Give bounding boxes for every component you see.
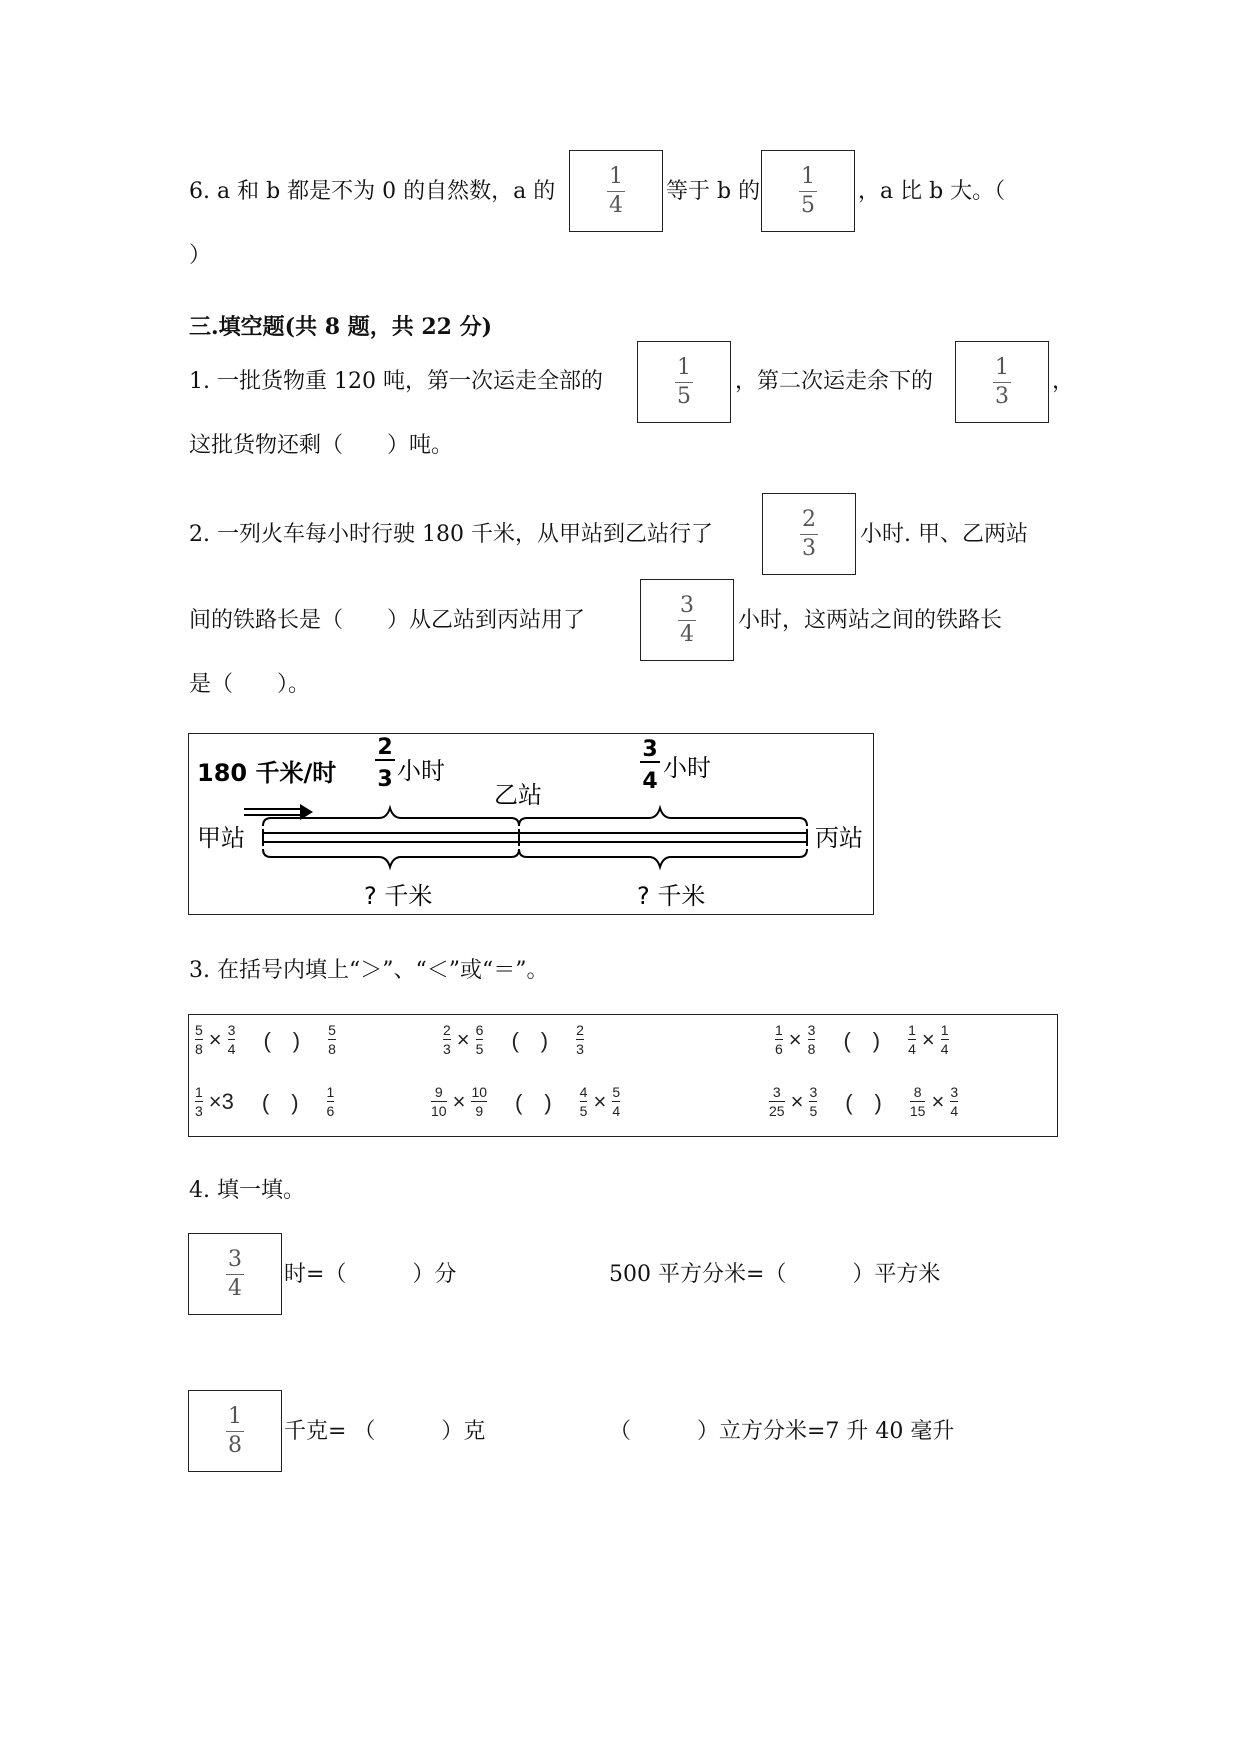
p1-text4: 这批货物还剩（ ）吨。 (189, 433, 454, 458)
frac-num: 3 (950, 1084, 959, 1100)
frac-num: 5 (612, 1084, 621, 1100)
p4-title: 4. 填一填。 (189, 1178, 305, 1203)
frac-num: 2 (576, 1022, 584, 1038)
diagram-speed: 180 千米/时 (197, 759, 337, 787)
frac-num: 5 (328, 1022, 336, 1038)
p2-text3: 间的铁路长是（ ）从乙站到丙站用了 (189, 608, 586, 633)
q6-text1: 6. a 和 b 都是不为 0 的自然数，a 的 (189, 179, 556, 204)
diagram-station-a: 甲站 (197, 824, 245, 852)
q6-frac2-num: 1 (801, 163, 815, 189)
frac-den: 3 (576, 1041, 584, 1057)
frac-num: 3 (807, 1022, 816, 1038)
operator: × (208, 1026, 222, 1052)
frac-num: 1 (326, 1084, 335, 1100)
operator: × (931, 1088, 945, 1114)
p2-frac2-den: 4 (680, 621, 694, 647)
frac-num: 1 (908, 1022, 916, 1038)
frac-num: 8 (913, 1084, 922, 1100)
frac-den: 8 (195, 1041, 203, 1057)
p4-fraction-box-c (188, 1390, 282, 1472)
p4-b-text: 500 平方分米=（ ）平方米 (609, 1262, 941, 1287)
diagram-t1-den: 3 (377, 767, 393, 792)
diagram-station-b: 乙站 (494, 781, 542, 809)
frac-den: 4 (940, 1041, 949, 1057)
frac-num: 2 (443, 1022, 451, 1038)
p2-text4: 小时，这两站之间的铁路长 (738, 608, 1003, 633)
p4-c-num: 1 (228, 1403, 242, 1429)
p2-line2b (738, 603, 1002, 634)
frac-den: 5 (579, 1103, 588, 1119)
q6-text4: ） (189, 243, 212, 268)
p4-c-den: 8 (228, 1432, 242, 1458)
answer-blank[interactable]: ( ) (263, 1028, 301, 1053)
frac-den: 4 (227, 1041, 236, 1057)
q6-line1c (858, 174, 1005, 205)
frac-den: 4 (612, 1103, 621, 1119)
answer-blank[interactable]: ( ) (843, 1028, 881, 1053)
p2-text2: 小时. 甲、乙两站 (860, 522, 1028, 547)
p4-a-den: 4 (228, 1275, 242, 1301)
answer-blank[interactable]: ( ) (261, 1090, 299, 1115)
q6-line1b (666, 174, 760, 205)
operator: × (456, 1026, 470, 1052)
frac-den: 3 (443, 1041, 451, 1057)
frac-num: 9 (434, 1084, 443, 1100)
cmp-item-5 (431, 1085, 620, 1118)
p3-text: 3. 在括号内填上“＞”、“＜”或“＝”。 (189, 958, 549, 983)
operator: × (452, 1088, 466, 1114)
diagram-t2-num: 3 (642, 737, 658, 762)
cmp-item-2 (443, 1023, 584, 1056)
answer-blank[interactable]: ( ) (511, 1028, 549, 1053)
p2-text5: 是（ ）。 (189, 672, 311, 697)
train-diagram-svg (189, 734, 875, 916)
diagram-dist2: ? 千米 (637, 882, 706, 910)
q6-line1 (189, 174, 555, 205)
track-line (263, 829, 807, 846)
p4-fraction-box-a (188, 1233, 282, 1315)
frac-den: 15 (909, 1103, 926, 1119)
answer-blank[interactable]: ( ) (515, 1090, 552, 1115)
frac-den: 9 (475, 1103, 484, 1119)
frac-num: 10 (471, 1084, 488, 1100)
p1-line1b (735, 364, 933, 395)
p1-frac2-den: 3 (995, 383, 1009, 409)
p2-text1: 2. 一列火车每小时行驶 180 千米，从甲站到乙站行了 (189, 522, 713, 547)
frac-num: 1 (195, 1084, 203, 1100)
operator: × (788, 1026, 802, 1052)
p2-line1b (860, 517, 1028, 548)
p1-text2: ，第二次运走余下的 (735, 369, 934, 394)
answer-blank[interactable]: ( ) (845, 1090, 882, 1115)
frac-den: 25 (769, 1103, 785, 1119)
frac-den: 5 (809, 1103, 818, 1119)
frac-num: 1 (775, 1022, 783, 1038)
frac-num: 4 (579, 1084, 588, 1100)
diagram-t2-unit: 小时 (663, 754, 711, 782)
p1-text1: 1. 一批货物重 120 吨，第一次运走全部的 (189, 369, 603, 394)
operator: ×3 (208, 1088, 234, 1114)
p1-line1c (1052, 364, 1074, 395)
p2-fraction-box-2 (640, 579, 734, 661)
frac-num: 5 (195, 1022, 203, 1038)
diagram-station-c: 丙站 (815, 824, 863, 852)
p1-frac2-num: 1 (995, 354, 1009, 380)
p1-line1 (189, 364, 603, 395)
frac-den: 6 (775, 1041, 783, 1057)
p4-c-text: 千克= （ ）克 (284, 1419, 486, 1444)
train-diagram (188, 733, 874, 915)
p4-d-text: （ ）立方分米=7 升 40 毫升 (609, 1419, 955, 1444)
section-title: 三.填空题(共 8 题，共 22 分) (189, 314, 493, 340)
q6-fraction-box-2 (761, 150, 855, 232)
p1-fraction-box-1 (637, 341, 731, 423)
q6-frac2-den: 5 (801, 192, 815, 218)
p1-frac1-num: 1 (677, 354, 691, 380)
brace-top-2 (519, 808, 807, 826)
p1-frac1-den: 5 (677, 383, 691, 409)
operator: × (790, 1088, 804, 1114)
q6-line2 (189, 238, 211, 269)
operator: × (593, 1088, 607, 1114)
p2-frac2-num: 3 (680, 592, 694, 618)
q6-frac1-den: 4 (609, 192, 623, 218)
q6-frac1-num: 1 (609, 163, 623, 189)
frac-den: 4 (950, 1103, 959, 1119)
q6-fraction-box-1 (569, 150, 663, 232)
p4-a-text: 时=（ ）分 (284, 1262, 457, 1287)
p4-a-num: 3 (228, 1246, 242, 1272)
p2-fraction-box-1 (762, 493, 856, 575)
frac-num: 3 (809, 1084, 818, 1100)
cmp-item-4 (195, 1085, 334, 1118)
p2-line3 (189, 667, 310, 698)
p1-line2 (189, 428, 453, 459)
p1-fraction-box-2 (955, 341, 1049, 423)
frac-num: 3 (772, 1084, 781, 1100)
frac-den: 8 (328, 1041, 336, 1057)
frac-num: 6 (475, 1022, 484, 1038)
frac-den: 8 (807, 1041, 816, 1057)
brace-bottom-1 (263, 849, 519, 867)
p2-line1 (189, 517, 713, 548)
diagram-t1-num: 2 (377, 735, 393, 760)
p2-frac1-den: 3 (802, 535, 816, 561)
frac-num: 1 (940, 1022, 949, 1038)
frac-num: 3 (227, 1022, 236, 1038)
frac-den: 5 (475, 1041, 484, 1057)
q6-text2: 等于 b 的 (666, 179, 761, 204)
frac-den: 6 (326, 1103, 335, 1119)
cmp-item-6 (769, 1085, 958, 1118)
p2-frac1-num: 2 (802, 506, 816, 532)
comparison-table (188, 1014, 1058, 1137)
diagram-t2-den: 4 (642, 769, 658, 794)
cmp-item-3 (775, 1023, 949, 1056)
q6-text3: ，a 比 b 大。（ (858, 179, 1006, 204)
cmp-item-1 (195, 1023, 336, 1056)
frac-den: 4 (908, 1041, 916, 1057)
diagram-dist1: ? 千米 (364, 882, 433, 910)
operator: × (921, 1026, 935, 1052)
p1-text3: ， (1052, 369, 1075, 394)
brace-bottom-2 (519, 849, 807, 867)
frac-den: 3 (195, 1103, 203, 1119)
diagram-t1-unit: 小时 (397, 757, 445, 785)
frac-den: 10 (431, 1103, 447, 1119)
p2-line2 (189, 603, 585, 634)
